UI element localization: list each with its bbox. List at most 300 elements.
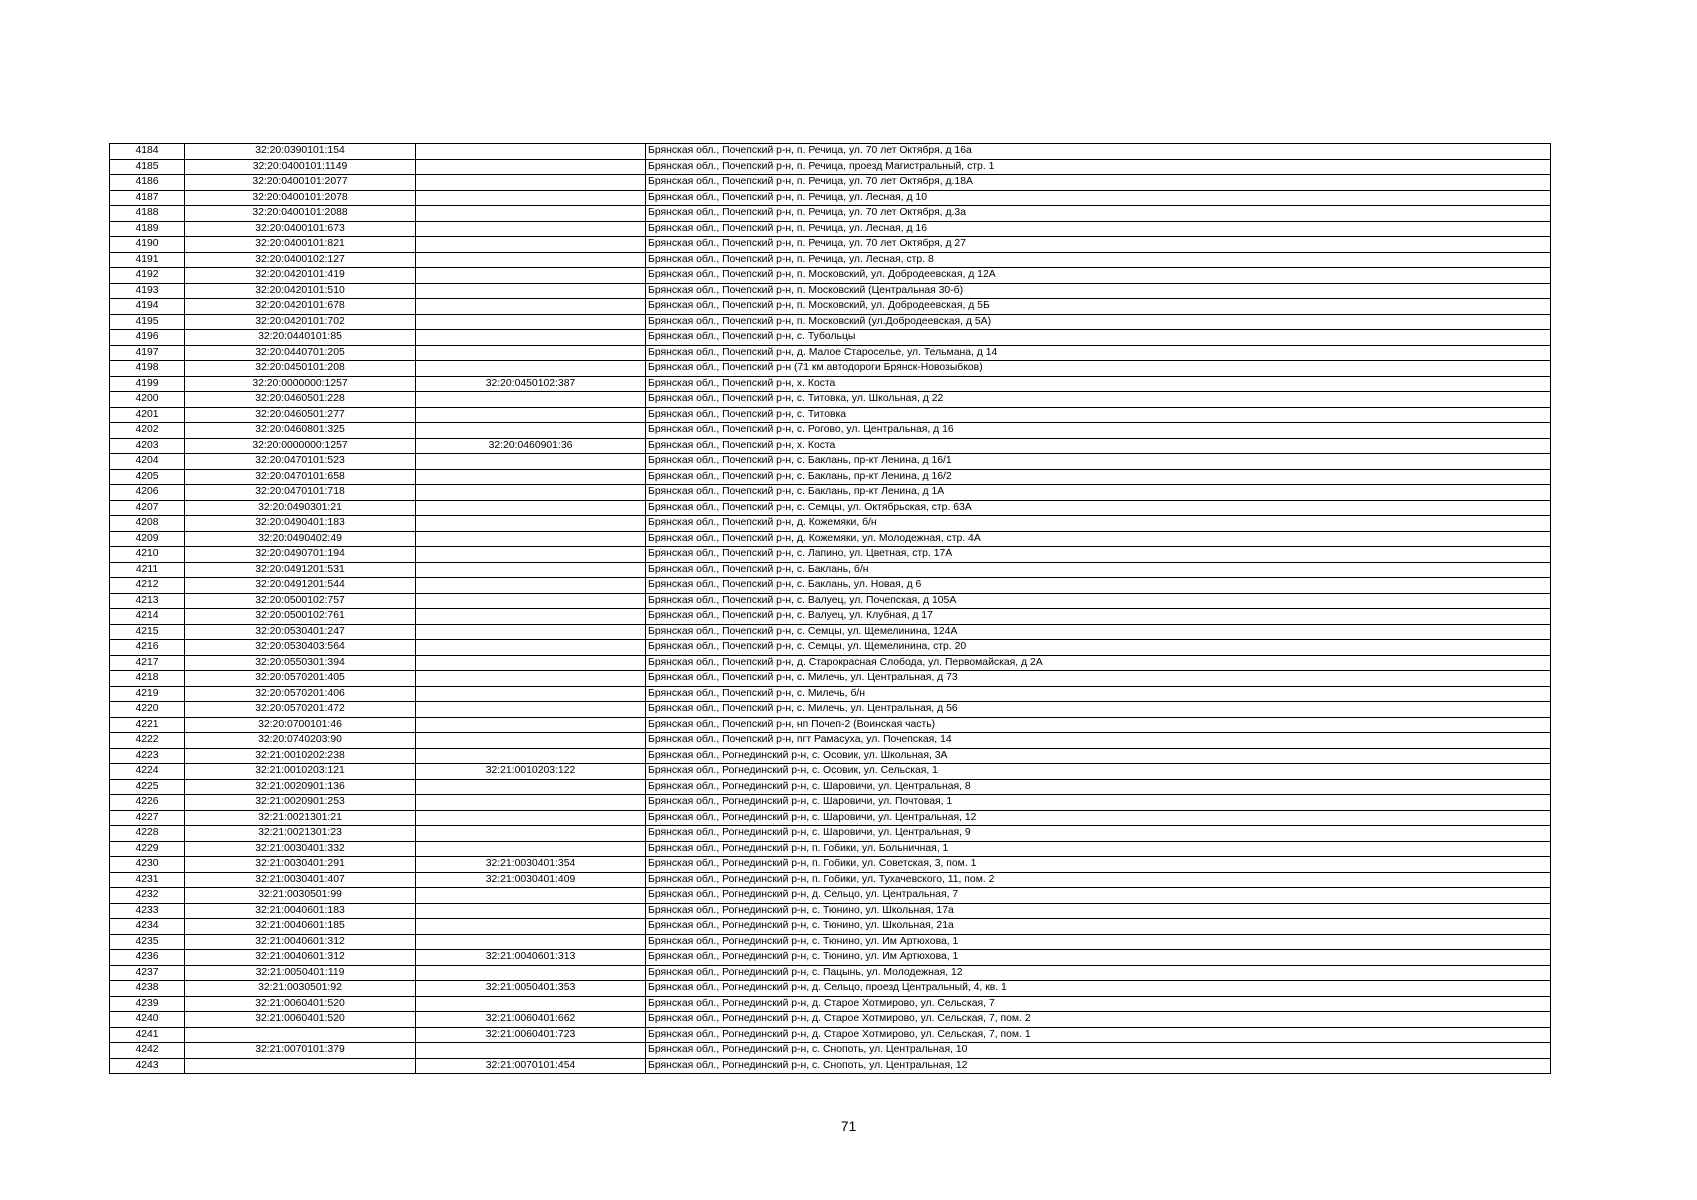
row-number-cell: 4218 <box>110 671 185 687</box>
row-number-cell: 4197 <box>110 345 185 361</box>
cadastral-number-cell: 32:21:0060401:520 <box>185 1012 416 1028</box>
cadastral-number-cell: 32:20:0500102:757 <box>185 593 416 609</box>
table-row <box>110 330 1551 346</box>
linked-object-cell: 32:21:0030401:354 <box>416 857 646 873</box>
linked-object-cell <box>416 144 646 160</box>
address-cell: Брянская обл., Почепский р-н, п. Речица, проезд Магистральный, стр. 1 <box>646 159 1551 175</box>
table-row <box>110 392 1551 408</box>
cadastral-number-cell: 32:20:0570201:472 <box>185 702 416 718</box>
table-row <box>110 872 1551 888</box>
cadastral-number-cell: 32:20:0490701:194 <box>185 547 416 563</box>
row-number-cell: 4184 <box>110 144 185 160</box>
linked-object-cell <box>416 314 646 330</box>
cadastral-number-cell: 32:21:0040601:183 <box>185 903 416 919</box>
row-number-cell: 4224 <box>110 764 185 780</box>
cadastral-number-cell: 32:20:0420101:678 <box>185 299 416 315</box>
address-cell: Брянская обл., Рогнединский р-н, п. Гобики, ул. Больничная, 1 <box>646 841 1551 857</box>
row-number-cell: 4229 <box>110 841 185 857</box>
address-cell: Брянская обл., Почепский р-н, с. Милечь, ул. Центральная, д 56 <box>646 702 1551 718</box>
cadastral-number-cell: 32:21:0060401:520 <box>185 996 416 1012</box>
linked-object-cell <box>416 547 646 563</box>
address-cell: Брянская обл., Рогнединский р-н, с. Шаровичи, ул. Центральная, 9 <box>646 826 1551 842</box>
row-number-cell: 4213 <box>110 593 185 609</box>
table-row <box>110 516 1551 532</box>
row-number-cell: 4199 <box>110 376 185 392</box>
row-number-cell: 4195 <box>110 314 185 330</box>
table-row <box>110 314 1551 330</box>
address-cell: Брянская обл., Рогнединский р-н, с. Шаровичи, ул. Центральная, 8 <box>646 779 1551 795</box>
address-cell: Брянская обл., Почепский р-н, п. Московский (Центральная 30-б) <box>646 283 1551 299</box>
linked-object-cell <box>416 206 646 222</box>
linked-object-cell <box>416 826 646 842</box>
linked-object-cell <box>416 190 646 206</box>
cadastral-number-cell: 32:21:0050401:119 <box>185 965 416 981</box>
table-row <box>110 252 1551 268</box>
linked-object-cell <box>416 640 646 656</box>
linked-object-cell <box>416 578 646 594</box>
table-row <box>110 702 1551 718</box>
linked-object-cell <box>416 671 646 687</box>
cadastral-number-cell: 32:20:0470101:718 <box>185 485 416 501</box>
cadastral-number-cell: 32:21:0020901:136 <box>185 779 416 795</box>
cadastral-number-cell <box>185 1058 416 1074</box>
table-row <box>110 237 1551 253</box>
linked-object-cell: 32:21:0030401:409 <box>416 872 646 888</box>
data-table <box>109 143 1551 1074</box>
cadastral-number-cell: 32:21:0021301:21 <box>185 810 416 826</box>
table-row <box>110 779 1551 795</box>
cadastral-number-cell: 32:21:0030401:407 <box>185 872 416 888</box>
address-cell: Брянская обл., Почепский р-н, с. Баклань, пр-кт Ленина, д 16/2 <box>646 469 1551 485</box>
row-number-cell: 4187 <box>110 190 185 206</box>
row-number-cell: 4220 <box>110 702 185 718</box>
address-cell: Брянская обл., Почепский р-н, п. Речица, ул. 70 лет Октября, д 16а <box>646 144 1551 160</box>
row-number-cell: 4241 <box>110 1027 185 1043</box>
address-cell: Брянская обл., Рогнединский р-н, с. Пацынь, ул. Молодежная, 12 <box>646 965 1551 981</box>
linked-object-cell <box>416 469 646 485</box>
row-number-cell: 4185 <box>110 159 185 175</box>
linked-object-cell <box>416 795 646 811</box>
row-number-cell: 4214 <box>110 609 185 625</box>
linked-object-cell <box>416 686 646 702</box>
table-row <box>110 190 1551 206</box>
address-cell: Брянская обл., Рогнединский р-н, с. Тюнино, ул. Школьная, 17а <box>646 903 1551 919</box>
linked-object-cell <box>416 299 646 315</box>
table-row <box>110 268 1551 284</box>
address-cell: Брянская обл., Рогнединский р-н, с. Тюнино, ул. Им Артюхова, 1 <box>646 950 1551 966</box>
linked-object-cell <box>416 888 646 904</box>
address-cell: Брянская обл., Рогнединский р-н, с. Шаровичи, ул. Центральная, 12 <box>646 810 1551 826</box>
address-cell: Брянская обл., Почепский р-н, с. Рогово, ул. Центральная, д 16 <box>646 423 1551 439</box>
address-cell: Брянская обл., Почепский р-н, с. Семцы, ул. Щемелинина, 124А <box>646 624 1551 640</box>
linked-object-cell <box>416 485 646 501</box>
linked-object-cell <box>416 702 646 718</box>
address-cell: Брянская обл., Почепский р-н, п. Речица, ул. Лесная, д 16 <box>646 221 1551 237</box>
address-cell: Брянская обл., Почепский р-н, х. Коста <box>646 438 1551 454</box>
cadastral-number-cell: 32:20:0490402:49 <box>185 531 416 547</box>
cadastral-number-cell: 32:20:0420101:702 <box>185 314 416 330</box>
row-number-cell: 4217 <box>110 655 185 671</box>
linked-object-cell <box>416 919 646 935</box>
row-number-cell: 4205 <box>110 469 185 485</box>
row-number-cell: 4196 <box>110 330 185 346</box>
cadastral-number-cell: 32:20:0400101:2088 <box>185 206 416 222</box>
cadastral-number-cell: 32:21:0021301:23 <box>185 826 416 842</box>
linked-object-cell <box>416 159 646 175</box>
cadastral-number-cell: 32:20:0700101:46 <box>185 717 416 733</box>
row-number-cell: 4232 <box>110 888 185 904</box>
table-row <box>110 903 1551 919</box>
address-cell: Брянская обл., Почепский р-н, с. Тубольцы <box>646 330 1551 346</box>
row-number-cell: 4189 <box>110 221 185 237</box>
table-row <box>110 671 1551 687</box>
linked-object-cell: 32:20:0460901:36 <box>416 438 646 454</box>
cadastral-number-cell: 32:20:0491201:544 <box>185 578 416 594</box>
cadastral-number-cell: 32:20:0530401:247 <box>185 624 416 640</box>
address-cell: Брянская обл., Почепский р-н, с. Милечь, б/н <box>646 686 1551 702</box>
row-number-cell: 4222 <box>110 733 185 749</box>
cadastral-number-cell: 32:21:0040601:312 <box>185 934 416 950</box>
cadastral-number-cell: 32:21:0010202:238 <box>185 748 416 764</box>
row-number-cell: 4209 <box>110 531 185 547</box>
linked-object-cell <box>416 268 646 284</box>
address-cell: Брянская обл., Почепский р-н, п. Московский (ул.Добродеевская, д 5А) <box>646 314 1551 330</box>
cadastral-number-cell: 32:20:0460801:325 <box>185 423 416 439</box>
table-row <box>110 144 1551 160</box>
address-cell: Брянская обл., Почепский р-н, п. Речица, ул. Лесная, стр. 8 <box>646 252 1551 268</box>
linked-object-cell: 32:21:0060401:662 <box>416 1012 646 1028</box>
linked-object-cell <box>416 655 646 671</box>
table-row <box>110 810 1551 826</box>
table-row <box>110 361 1551 377</box>
cadastral-number-cell: 32:20:0400101:2077 <box>185 175 416 191</box>
linked-object-cell: 32:21:0060401:723 <box>416 1027 646 1043</box>
row-number-cell: 4226 <box>110 795 185 811</box>
table-row <box>110 159 1551 175</box>
row-number-cell: 4212 <box>110 578 185 594</box>
cadastral-number-cell: 32:20:0490301:21 <box>185 500 416 516</box>
table-row <box>110 733 1551 749</box>
row-number-cell: 4233 <box>110 903 185 919</box>
table-row <box>110 593 1551 609</box>
cadastral-number-cell: 32:20:0570201:406 <box>185 686 416 702</box>
cadastral-number-cell: 32:20:0000000:1257 <box>185 376 416 392</box>
table-row <box>110 531 1551 547</box>
address-cell: Брянская обл., Почепский р-н, п. Речица, ул. 70 лет Октября, д.18А <box>646 175 1551 191</box>
cadastral-number-cell: 32:20:0400101:2078 <box>185 190 416 206</box>
linked-object-cell <box>416 531 646 547</box>
cadastral-number-cell: 32:21:0030501:92 <box>185 981 416 997</box>
address-cell: Брянская обл., Почепский р-н, п. Речица, ул. 70 лет Октября, д.3а <box>646 206 1551 222</box>
cadastral-number-cell: 32:21:0070101:379 <box>185 1043 416 1059</box>
linked-object-cell <box>416 748 646 764</box>
row-number-cell: 4243 <box>110 1058 185 1074</box>
linked-object-cell <box>416 175 646 191</box>
cadastral-number-cell: 32:20:0440101:85 <box>185 330 416 346</box>
address-cell: Брянская обл., Почепский р-н, с. Милечь, ул. Центральная, д 73 <box>646 671 1551 687</box>
linked-object-cell <box>416 996 646 1012</box>
table-row <box>110 857 1551 873</box>
linked-object-cell <box>416 330 646 346</box>
table-row <box>110 640 1551 656</box>
linked-object-cell <box>416 593 646 609</box>
address-cell: Брянская обл., Почепский р-н, д. Кожемяки, б/н <box>646 516 1551 532</box>
linked-object-cell <box>416 221 646 237</box>
address-cell: Брянская обл., Рогнединский р-н, с. Осовик, ул. Сельская, 1 <box>646 764 1551 780</box>
cadastral-number-cell: 32:20:0570201:405 <box>185 671 416 687</box>
table-row <box>110 407 1551 423</box>
linked-object-cell <box>416 1043 646 1059</box>
linked-object-cell: 32:21:0040601:313 <box>416 950 646 966</box>
address-cell: Брянская обл., Рогнединский р-н, с. Шаровичи, ул. Почтовая, 1 <box>646 795 1551 811</box>
cadastral-number-cell: 32:20:0550301:394 <box>185 655 416 671</box>
row-number-cell: 4204 <box>110 454 185 470</box>
linked-object-cell <box>416 779 646 795</box>
address-cell: Брянская обл., Почепский р-н, с. Баклань, пр-кт Ленина, д 16/1 <box>646 454 1551 470</box>
cadastral-number-cell: 32:20:0390101:154 <box>185 144 416 160</box>
address-cell: Брянская обл., Почепский р-н, нп Почеп-2 (Воинская часть) <box>646 717 1551 733</box>
table-row <box>110 826 1551 842</box>
cadastral-number-cell: 32:20:0460501:228 <box>185 392 416 408</box>
linked-object-cell <box>416 810 646 826</box>
table-row <box>110 981 1551 997</box>
linked-object-cell <box>416 965 646 981</box>
row-number-cell: 4207 <box>110 500 185 516</box>
linked-object-cell <box>416 717 646 733</box>
linked-object-cell: 32:21:0010203:122 <box>416 764 646 780</box>
cadastral-number-cell: 32:21:0040601:185 <box>185 919 416 935</box>
linked-object-cell <box>416 392 646 408</box>
cadastral-number-cell: 32:21:0030501:99 <box>185 888 416 904</box>
cadastral-number-cell: 32:20:0400101:821 <box>185 237 416 253</box>
address-cell: Брянская обл., Рогнединский р-н, с. Тюнино, ул. Им Артюхова, 1 <box>646 934 1551 950</box>
table-row <box>110 609 1551 625</box>
table-row <box>110 965 1551 981</box>
address-cell: Брянская обл., Почепский р-н, д. Кожемяки, ул. Молодежная, стр. 4А <box>646 531 1551 547</box>
linked-object-cell <box>416 237 646 253</box>
address-cell: Брянская обл., Почепский р-н, п. Московский, ул. Добродеевская, д 12А <box>646 268 1551 284</box>
row-number-cell: 4186 <box>110 175 185 191</box>
linked-object-cell <box>416 361 646 377</box>
table-row <box>110 686 1551 702</box>
table-row <box>110 175 1551 191</box>
address-cell: Брянская обл., Почепский р-н, пгт Рамасуха, ул. Почепская, 14 <box>646 733 1551 749</box>
address-cell: Брянская обл., Рогнединский р-н, д. Старое Хотмирово, ул. Сельская, 7, пом. 2 <box>646 1012 1551 1028</box>
cadastral-number-cell: 32:20:0450101:208 <box>185 361 416 377</box>
address-cell: Брянская обл., Рогнединский р-н, с. Снопоть, ул. Центральная, 12 <box>646 1058 1551 1074</box>
cadastral-number-cell: 32:20:0400101:1149 <box>185 159 416 175</box>
address-cell: Брянская обл., Почепский р-н, с. Валуец, ул. Почепская, д 105А <box>646 593 1551 609</box>
row-number-cell: 4193 <box>110 283 185 299</box>
address-cell: Брянская обл., Рогнединский р-н, д. Старое Хотмирово, ул. Сельская, 7, пом. 1 <box>646 1027 1551 1043</box>
address-cell: Брянская обл., Почепский р-н, с. Баклань, б/н <box>646 562 1551 578</box>
table-row <box>110 1012 1551 1028</box>
table-row <box>110 500 1551 516</box>
address-cell: Брянская обл., Почепский р-н, с. Валуец, ул. Клубная, д 17 <box>646 609 1551 625</box>
address-cell: Брянская обл., Рогнединский р-н, п. Гобики, ул. Советская, 3, пом. 1 <box>646 857 1551 873</box>
linked-object-cell <box>416 624 646 640</box>
table-row <box>110 1043 1551 1059</box>
cadastral-number-cell: 32:20:0491201:531 <box>185 562 416 578</box>
linked-object-cell: 32:21:0070101:454 <box>416 1058 646 1074</box>
linked-object-cell <box>416 841 646 857</box>
table-row <box>110 655 1551 671</box>
row-number-cell: 4219 <box>110 686 185 702</box>
address-cell: Брянская обл., Почепский р-н, с. Семцы, ул. Октябрьская, стр. 63А <box>646 500 1551 516</box>
address-cell: Брянская обл., Рогнединский р-н, д. Старое Хотмирово, ул. Сельская, 7 <box>646 996 1551 1012</box>
linked-object-cell: 32:21:0050401:353 <box>416 981 646 997</box>
row-number-cell: 4236 <box>110 950 185 966</box>
address-cell: Брянская обл., Почепский р-н, д. Старокрасная Слобода, ул. Первомайская, д 2А <box>646 655 1551 671</box>
cadastral-number-cell: 32:20:0460501:277 <box>185 407 416 423</box>
linked-object-cell <box>416 516 646 532</box>
table-row <box>110 299 1551 315</box>
row-number-cell: 4203 <box>110 438 185 454</box>
address-cell: Брянская обл., Рогнединский р-н, д. Сельцо, проезд Центральный, 4, кв. 1 <box>646 981 1551 997</box>
table-row <box>110 888 1551 904</box>
page-number: 71 <box>840 1118 857 1134</box>
address-cell: Брянская обл., Почепский р-н, х. Коста <box>646 376 1551 392</box>
table-row <box>110 1058 1551 1074</box>
row-number-cell: 4188 <box>110 206 185 222</box>
row-number-cell: 4237 <box>110 965 185 981</box>
address-cell: Брянская обл., Рогнединский р-н, с. Тюнино, ул. Школьная, 21а <box>646 919 1551 935</box>
cadastral-number-cell: 32:20:0420101:419 <box>185 268 416 284</box>
row-number-cell: 4235 <box>110 934 185 950</box>
linked-object-cell <box>416 562 646 578</box>
address-cell: Брянская обл., Почепский р-н, п. Речица, ул. 70 лет Октября, д 27 <box>646 237 1551 253</box>
linked-object-cell <box>416 454 646 470</box>
row-number-cell: 4208 <box>110 516 185 532</box>
address-cell: Брянская обл., Почепский р-н, с. Семцы, ул. Щемелинина, стр. 20 <box>646 640 1551 656</box>
cadastral-number-cell: 32:21:0020901:253 <box>185 795 416 811</box>
row-number-cell: 4200 <box>110 392 185 408</box>
table-row <box>110 950 1551 966</box>
row-number-cell: 4211 <box>110 562 185 578</box>
cadastral-number-cell: 32:20:0420101:510 <box>185 283 416 299</box>
cadastral-number-cell: 32:21:0030401:332 <box>185 841 416 857</box>
address-cell: Брянская обл., Почепский р-н, п. Речица, ул. Лесная, д 10 <box>646 190 1551 206</box>
row-number-cell: 4210 <box>110 547 185 563</box>
table-row <box>110 717 1551 733</box>
table-row <box>110 624 1551 640</box>
cadastral-number-cell: 32:20:0000000:1257 <box>185 438 416 454</box>
row-number-cell: 4201 <box>110 407 185 423</box>
row-number-cell: 4215 <box>110 624 185 640</box>
cadastral-number-cell: 32:20:0440701:205 <box>185 345 416 361</box>
address-cell: Брянская обл., Рогнединский р-н, д. Сельцо, ул. Центральная, 7 <box>646 888 1551 904</box>
row-number-cell: 4221 <box>110 717 185 733</box>
row-number-cell: 4234 <box>110 919 185 935</box>
linked-object-cell <box>416 283 646 299</box>
linked-object-cell <box>416 345 646 361</box>
table-row <box>110 454 1551 470</box>
table-row <box>110 469 1551 485</box>
cadastral-number-cell <box>185 1027 416 1043</box>
row-number-cell: 4225 <box>110 779 185 795</box>
cadastral-number-cell: 32:20:0740203:90 <box>185 733 416 749</box>
cadastral-number-cell: 32:20:0470101:658 <box>185 469 416 485</box>
table-row <box>110 795 1551 811</box>
linked-object-cell: 32:20:0450102:387 <box>416 376 646 392</box>
cadastral-number-cell: 32:21:0010203:121 <box>185 764 416 780</box>
linked-object-cell <box>416 903 646 919</box>
cadastral-number-cell: 32:20:0400101:673 <box>185 221 416 237</box>
cadastral-number-cell: 32:21:0040601:312 <box>185 950 416 966</box>
row-number-cell: 4192 <box>110 268 185 284</box>
cadastral-number-cell: 32:20:0500102:761 <box>185 609 416 625</box>
row-number-cell: 4239 <box>110 996 185 1012</box>
table-row <box>110 345 1551 361</box>
linked-object-cell <box>416 500 646 516</box>
table-row <box>110 283 1551 299</box>
table-row <box>110 438 1551 454</box>
table-row <box>110 562 1551 578</box>
address-cell: Брянская обл., Почепский р-н, с. Титовка, ул. Школьная, д 22 <box>646 392 1551 408</box>
linked-object-cell <box>416 252 646 268</box>
table-row <box>110 547 1551 563</box>
address-cell: Брянская обл., Рогнединский р-н, с. Снопоть, ул. Центральная, 10 <box>646 1043 1551 1059</box>
table-row <box>110 841 1551 857</box>
cadastral-number-cell: 32:21:0030401:291 <box>185 857 416 873</box>
table-row <box>110 423 1551 439</box>
linked-object-cell <box>416 733 646 749</box>
linked-object-cell <box>416 934 646 950</box>
table-row <box>110 376 1551 392</box>
row-number-cell: 4191 <box>110 252 185 268</box>
table-row <box>110 221 1551 237</box>
row-number-cell: 4206 <box>110 485 185 501</box>
row-number-cell: 4240 <box>110 1012 185 1028</box>
row-number-cell: 4227 <box>110 810 185 826</box>
row-number-cell: 4242 <box>110 1043 185 1059</box>
row-number-cell: 4230 <box>110 857 185 873</box>
address-cell: Брянская обл., Почепский р-н, с. Баклань, ул. Новая, д 6 <box>646 578 1551 594</box>
linked-object-cell <box>416 423 646 439</box>
address-cell: Брянская обл., Почепский р-н, с. Баклань, пр-кт Ленина, д 1А <box>646 485 1551 501</box>
linked-object-cell <box>416 407 646 423</box>
address-cell: Брянская обл., Почепский р-н, с. Титовка <box>646 407 1551 423</box>
table-row <box>110 1027 1551 1043</box>
cadastral-number-cell: 32:20:0530403:564 <box>185 640 416 656</box>
address-cell: Брянская обл., Почепский р-н (71 км автодороги Брянск-Новозыбков) <box>646 361 1551 377</box>
cadastral-number-cell: 32:20:0400102:127 <box>185 252 416 268</box>
address-cell: Брянская обл., Почепский р-н, п. Московский, ул. Добродеевская, д 5Б <box>646 299 1551 315</box>
row-number-cell: 4198 <box>110 361 185 377</box>
table-body <box>110 144 1551 1074</box>
table-row <box>110 748 1551 764</box>
table-row <box>110 919 1551 935</box>
row-number-cell: 4190 <box>110 237 185 253</box>
cadastral-number-cell: 32:20:0490401:183 <box>185 516 416 532</box>
table-row <box>110 934 1551 950</box>
address-cell: Брянская обл., Почепский р-н, с. Лапино, ул. Цветная, стр. 17А <box>646 547 1551 563</box>
row-number-cell: 4231 <box>110 872 185 888</box>
row-number-cell: 4238 <box>110 981 185 997</box>
table-row <box>110 996 1551 1012</box>
linked-object-cell <box>416 609 646 625</box>
address-cell: Брянская обл., Рогнединский р-н, с. Осовик, ул. Школьная, 3А <box>646 748 1551 764</box>
table-row <box>110 485 1551 501</box>
table-row <box>110 206 1551 222</box>
row-number-cell: 4228 <box>110 826 185 842</box>
cadastral-number-cell: 32:20:0470101:523 <box>185 454 416 470</box>
table-row <box>110 578 1551 594</box>
table-row <box>110 764 1551 780</box>
address-cell: Брянская обл., Почепский р-н, д. Малое Староселье, ул. Тельмана, д 14 <box>646 345 1551 361</box>
row-number-cell: 4216 <box>110 640 185 656</box>
row-number-cell: 4202 <box>110 423 185 439</box>
